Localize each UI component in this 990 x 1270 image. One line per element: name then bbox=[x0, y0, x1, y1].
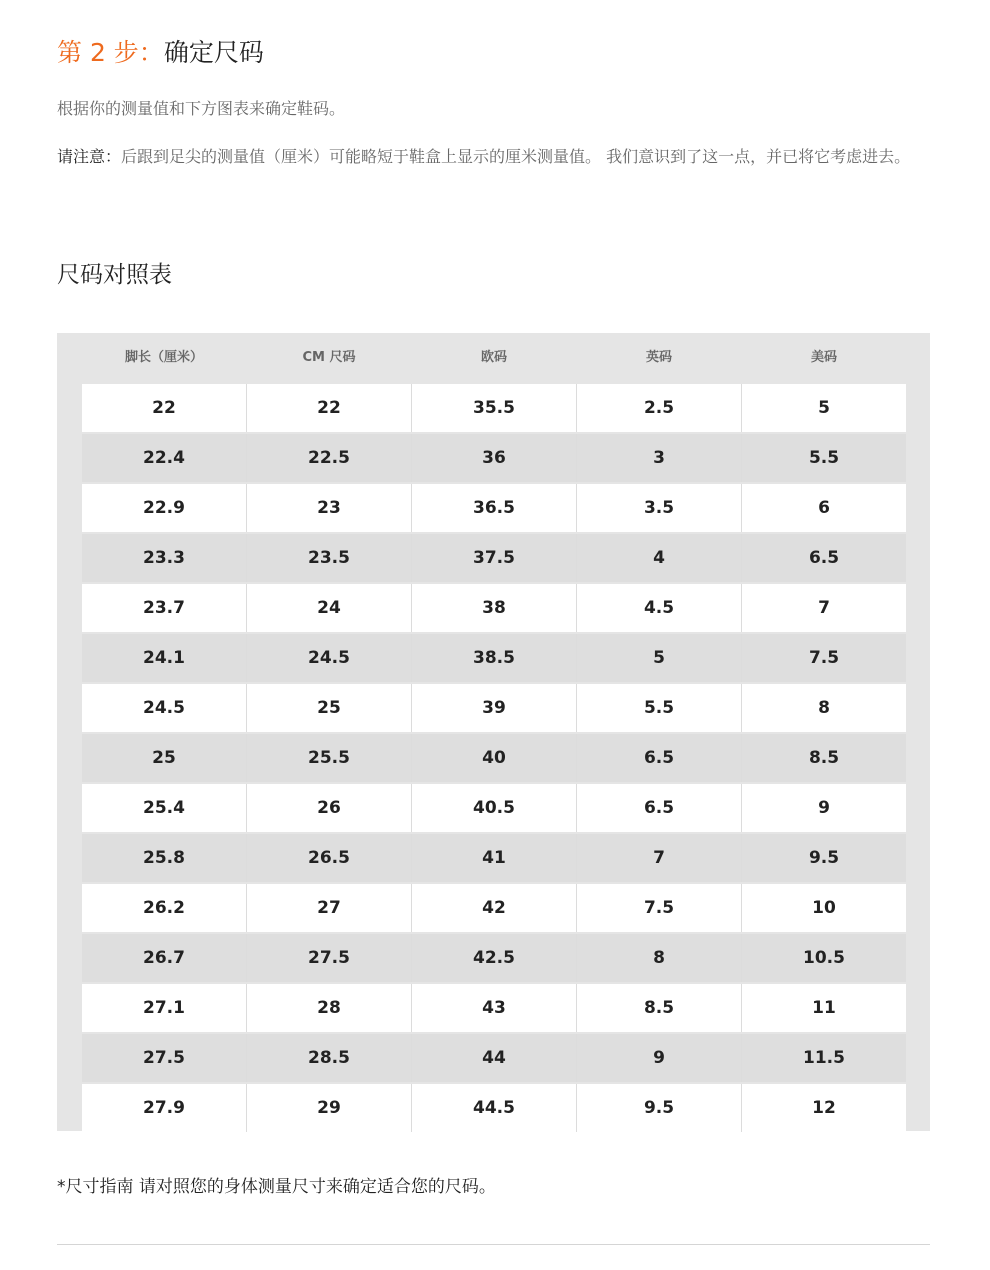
cell-us-size: 11.5 bbox=[742, 1034, 906, 1082]
table-row bbox=[82, 382, 905, 432]
cell-cm-size: 27.5 bbox=[247, 934, 412, 982]
size-chart-table bbox=[57, 333, 930, 1131]
cell-uk-size: 6.5 bbox=[577, 784, 742, 832]
table-row bbox=[82, 982, 905, 1032]
size-chart-title: 尺码对照表 bbox=[57, 262, 172, 288]
cell-uk-size: 9 bbox=[577, 1034, 742, 1082]
cell-foot-length: 23.7 bbox=[82, 584, 247, 632]
cell-foot-length: 27.9 bbox=[82, 1084, 247, 1132]
cell-foot-length: 22 bbox=[82, 384, 247, 432]
table-row bbox=[82, 632, 905, 682]
table-row bbox=[82, 732, 905, 782]
cell-cm-size: 26.5 bbox=[247, 834, 412, 882]
cell-us-size: 10.5 bbox=[742, 934, 906, 982]
cell-cm-size: 24.5 bbox=[247, 634, 412, 682]
step-label: 第 2 步： bbox=[57, 38, 164, 67]
step-heading bbox=[57, 36, 264, 70]
cell-uk-size: 6.5 bbox=[577, 734, 742, 782]
cell-foot-length: 25 bbox=[82, 734, 247, 782]
header-uk-size: 英码 bbox=[645, 350, 672, 365]
cell-eu-size: 40.5 bbox=[412, 784, 577, 832]
cell-eu-size: 44 bbox=[412, 1034, 577, 1082]
table-body bbox=[82, 382, 905, 1132]
cell-us-size: 6 bbox=[742, 484, 906, 532]
cell-foot-length: 22.9 bbox=[82, 484, 247, 532]
table-row bbox=[82, 932, 905, 982]
cell-uk-size: 7 bbox=[577, 834, 742, 882]
table-row bbox=[82, 882, 905, 932]
cell-foot-length: 22.4 bbox=[82, 434, 247, 482]
table-row bbox=[82, 1082, 905, 1132]
cell-cm-size: 26 bbox=[247, 784, 412, 832]
cell-eu-size: 44.5 bbox=[412, 1084, 577, 1132]
table-row bbox=[82, 782, 905, 832]
cell-cm-size: 28 bbox=[247, 984, 412, 1032]
header-us-size: 美码 bbox=[810, 350, 837, 365]
cell-uk-size: 8 bbox=[577, 934, 742, 982]
cell-foot-length: 27.1 bbox=[82, 984, 247, 1032]
cell-foot-length: 26.2 bbox=[82, 884, 247, 932]
cell-uk-size: 9.5 bbox=[577, 1084, 742, 1132]
cell-foot-length: 25.8 bbox=[82, 834, 247, 882]
intro-text: 根据你的测量值和下方图表来确定鞋码。 bbox=[57, 99, 346, 118]
cell-eu-size: 42 bbox=[412, 884, 577, 932]
header-eu-size: 欧码 bbox=[480, 350, 507, 365]
cell-uk-size: 2.5 bbox=[577, 384, 742, 432]
note-text: 后跟到足尖的测量值（厘米）可能略短于鞋盒上显示的厘米测量值。 我们意识到了这一点，并已将它考虑进去。 bbox=[121, 147, 911, 166]
cell-uk-size: 4.5 bbox=[577, 584, 742, 632]
cell-foot-length: 23.3 bbox=[82, 534, 247, 582]
cell-us-size: 8 bbox=[742, 684, 906, 732]
table-header bbox=[82, 333, 905, 382]
cell-eu-size: 38 bbox=[412, 584, 577, 632]
cell-foot-length: 24.5 bbox=[82, 684, 247, 732]
cell-uk-size: 3 bbox=[577, 434, 742, 482]
table-row bbox=[82, 482, 905, 532]
cell-eu-size: 42.5 bbox=[412, 934, 577, 982]
note-label: 请注意： bbox=[57, 147, 122, 166]
table-row bbox=[82, 582, 905, 632]
cell-cm-size: 22 bbox=[247, 384, 412, 432]
step-title: 确定尺码 bbox=[163, 38, 264, 67]
cell-eu-size: 38.5 bbox=[412, 634, 577, 682]
cell-cm-size: 23 bbox=[247, 484, 412, 532]
cell-us-size: 5 bbox=[742, 384, 906, 432]
cell-foot-length: 24.1 bbox=[82, 634, 247, 682]
cell-cm-size: 28.5 bbox=[247, 1034, 412, 1082]
cell-eu-size: 36.5 bbox=[412, 484, 577, 532]
cell-us-size: 6.5 bbox=[742, 534, 906, 582]
cell-eu-size: 41 bbox=[412, 834, 577, 882]
cell-foot-length: 27.5 bbox=[82, 1034, 247, 1082]
divider bbox=[57, 1244, 930, 1245]
cell-cm-size: 23.5 bbox=[247, 534, 412, 582]
cell-us-size: 10 bbox=[742, 884, 906, 932]
cell-uk-size: 8.5 bbox=[577, 984, 742, 1032]
cell-uk-size: 3.5 bbox=[577, 484, 742, 532]
cell-foot-length: 26.7 bbox=[82, 934, 247, 982]
table-row bbox=[82, 532, 905, 582]
cell-eu-size: 35.5 bbox=[412, 384, 577, 432]
table-row bbox=[82, 1032, 905, 1082]
table-row bbox=[82, 832, 905, 882]
cell-cm-size: 25.5 bbox=[247, 734, 412, 782]
table-row bbox=[82, 432, 905, 482]
cell-foot-length: 25.4 bbox=[82, 784, 247, 832]
cell-uk-size: 5 bbox=[577, 634, 742, 682]
cell-us-size: 5.5 bbox=[742, 434, 906, 482]
cell-cm-size: 25 bbox=[247, 684, 412, 732]
cell-cm-size: 24 bbox=[247, 584, 412, 632]
cell-uk-size: 5.5 bbox=[577, 684, 742, 732]
cell-uk-size: 4 bbox=[577, 534, 742, 582]
cell-eu-size: 40 bbox=[412, 734, 577, 782]
cell-us-size: 11 bbox=[742, 984, 906, 1032]
table-row bbox=[82, 682, 905, 732]
cell-us-size: 7.5 bbox=[742, 634, 906, 682]
cell-cm-size: 27 bbox=[247, 884, 412, 932]
footnote: *尺寸指南 请对照您的身体测量尺寸来确定适合您的尺码。 bbox=[57, 1177, 496, 1197]
cell-uk-size: 7.5 bbox=[577, 884, 742, 932]
note-paragraph bbox=[57, 142, 933, 172]
cell-us-size: 8.5 bbox=[742, 734, 906, 782]
cell-us-size: 12 bbox=[742, 1084, 906, 1132]
header-cm-size: CM 尺码 bbox=[302, 350, 356, 365]
cell-us-size: 7 bbox=[742, 584, 906, 632]
cell-us-size: 9 bbox=[742, 784, 906, 832]
cell-cm-size: 29 bbox=[247, 1084, 412, 1132]
cell-eu-size: 43 bbox=[412, 984, 577, 1032]
header-foot-length: 脚长（厘米） bbox=[124, 350, 203, 365]
cell-eu-size: 36 bbox=[412, 434, 577, 482]
cell-eu-size: 39 bbox=[412, 684, 577, 732]
cell-eu-size: 37.5 bbox=[412, 534, 577, 582]
cell-cm-size: 22.5 bbox=[247, 434, 412, 482]
cell-us-size: 9.5 bbox=[742, 834, 906, 882]
